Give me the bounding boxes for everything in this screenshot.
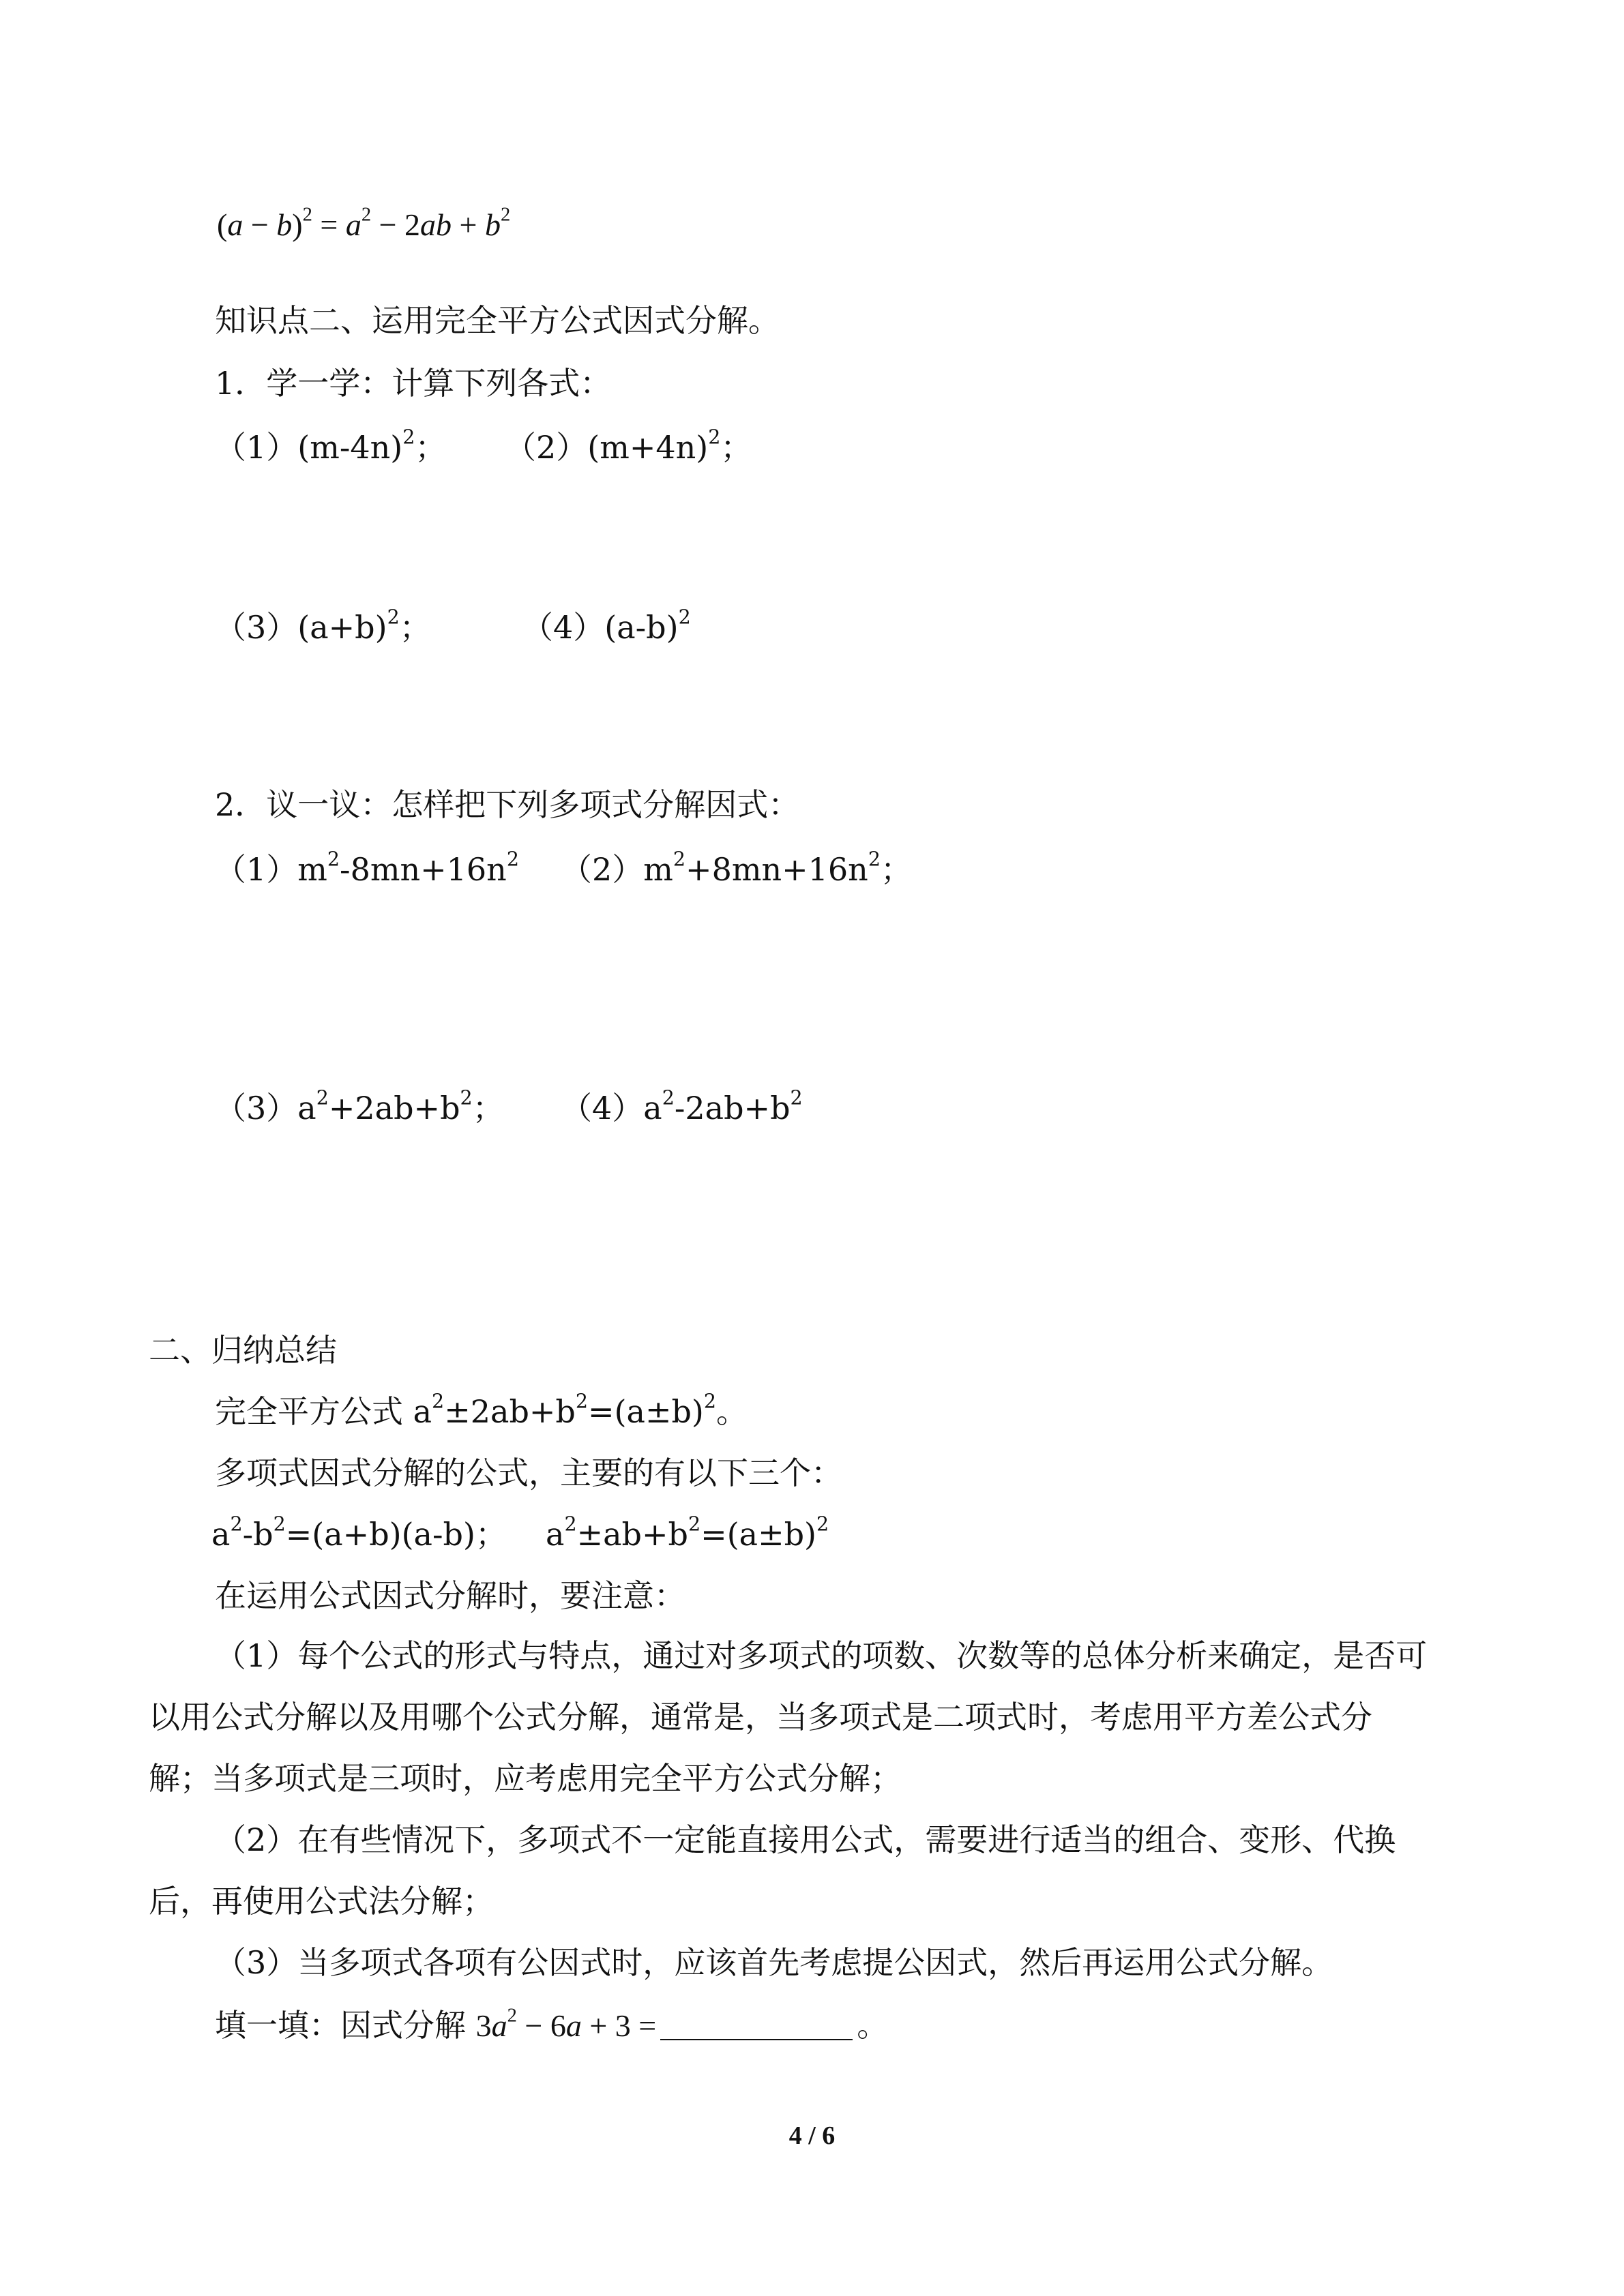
q1-item-2: $(2)(m+4n)^2$； — [505, 426, 752, 466]
note-1-line-2: 以用公式分解以及用哪个公式分解，通常是，当多项式是二项式时，考虑用平方差公式分 — [149, 1699, 1372, 1735]
q1-item-3: $(3)(a+b)^2$； — [215, 606, 431, 646]
note-1-line-3: 解；当多项式是三项时，应考虑用完全平方公式分解； — [149, 1760, 902, 1797]
note-3: （3）当多项式各项有公因式时，应该首先考虑提公因式，然后再运用公式分解。 — [215, 1944, 1333, 1981]
formula-perfect-square-minus: $(a - b)^2 = a^2 - 2ab + b^2$ — [217, 204, 511, 242]
q2-item-4: $(4)a^2-2ab+b^2$ — [561, 1086, 803, 1127]
summary-line-notes-intro: 在运用公式因式分解时，要注意： — [215, 1577, 685, 1614]
fill-in-question: 填一填：因式分解 $3a^2 - 6a + 3$ = 。 — [215, 2005, 889, 2044]
question-2-title: 2．议一议：怎样把下列多项式分解因式： — [215, 786, 800, 823]
summary-line-formula: 完全平方公式 $a^2\pm 2ab+b^2=(a\pm b)^2$。 — [215, 1390, 748, 1430]
question-1-title: 1．学一学：计算下列各式： — [215, 365, 612, 402]
page-number: 4 / 6 — [788, 2121, 836, 2150]
formula-difference-of-squares: $a^2-b^2=(a+b)(a-b)$； — [211, 1512, 507, 1553]
q2-item-1: $(1)m^2-8mn+16n^2$ — [215, 848, 519, 888]
formula-perfect-square: $a^2\pm ab+b^2=(a\pm b)^2$ — [546, 1512, 829, 1553]
section-title-kp2: 知识点二、运用完全平方公式因式分解。 — [215, 302, 780, 339]
summary-line-formulas-intro: 多项式因式分解的公式，主要的有以下三个： — [215, 1455, 842, 1491]
q1-item-4: $(4)(a-b)^2$ — [522, 606, 691, 646]
note-2-line-1: （2）在有些情况下，多项式不一定能直接用公式，需要进行适当的组合、变形、代换 — [215, 1821, 1396, 1858]
q1-item-1: $(1)(m-4n)^2$； — [215, 426, 447, 466]
q2-item-2: $(2)m^2+8mn+16n^2$； — [561, 848, 912, 888]
answer-blank[interactable] — [660, 2012, 853, 2040]
note-2-line-2: 后，再使用公式法分解； — [149, 1883, 494, 1920]
q2-item-3: $(3)a^2+2ab+b^2$； — [215, 1086, 504, 1127]
note-1-line-1: （1）每个公式的形式与特点，通过对多项式的项数、次数等的总体分析来确定，是否可 — [215, 1637, 1428, 1674]
section-heading-summary: 二、归纳总结 — [149, 1332, 337, 1369]
